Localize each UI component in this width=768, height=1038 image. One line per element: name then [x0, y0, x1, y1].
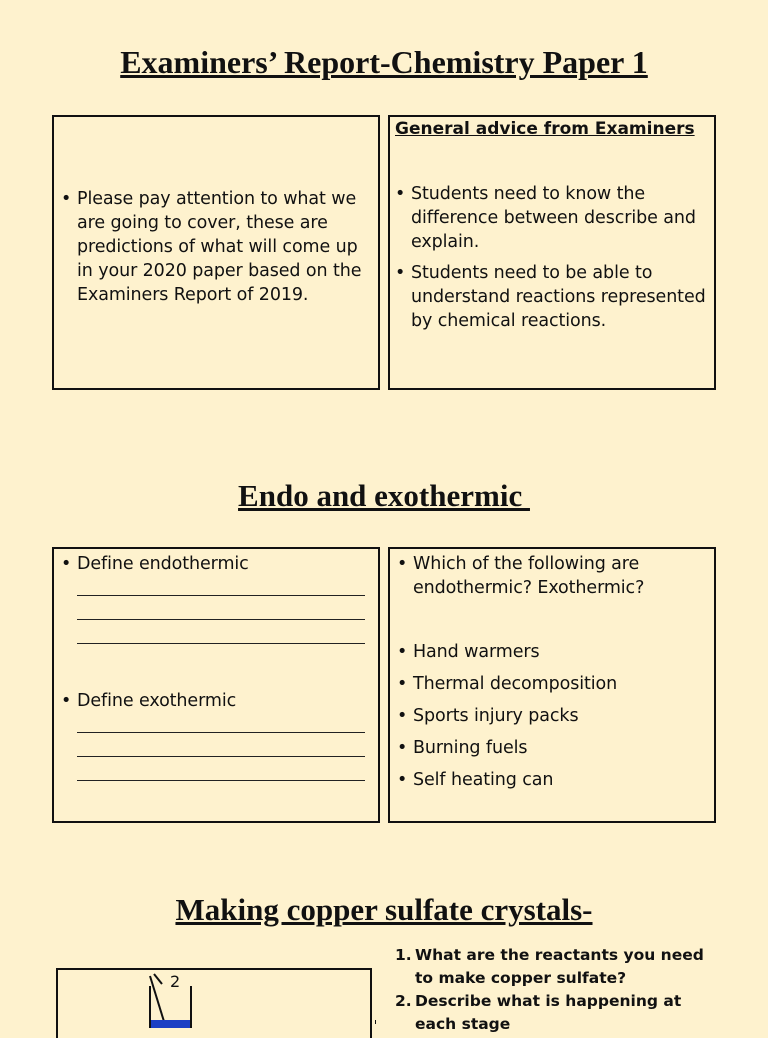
- copper-sulfate-questions: [395, 944, 725, 1036]
- list-item: • Burning fuels: [393, 736, 711, 760]
- answer-line[interactable]: [77, 712, 365, 733]
- endothermic-answer-lines: [57, 575, 365, 644]
- apparatus-diagram-box: [56, 968, 372, 1038]
- intro-left-box: [52, 115, 380, 390]
- intro-left-list: [57, 187, 375, 307]
- define-list: [57, 552, 375, 576]
- define-endothermic-prompt: • Define endothermic: [57, 552, 375, 576]
- list-item: • Please pay attention to what we are going to cover, these are predictions of what will come up in your 2020 paper based on the Examiners Report of 2019.: [57, 187, 375, 307]
- intro-right-list: [391, 182, 711, 333]
- answer-line[interactable]: [77, 599, 365, 620]
- stage-number-label: 2: [170, 972, 181, 991]
- beaker-diagram: [58, 970, 370, 1028]
- answer-line[interactable]: [77, 736, 365, 757]
- list-item: • Thermal decomposition: [393, 672, 711, 696]
- classify-box: [388, 547, 716, 823]
- define-box: [52, 547, 380, 823]
- general-advice-heading: General advice from Examiners: [395, 119, 695, 139]
- define-exothermic-prompt: • Define exothermic: [57, 689, 375, 713]
- answer-line[interactable]: [77, 623, 365, 644]
- divider-line: [375, 1020, 376, 1024]
- list-item: • Students need to know the difference between describe and explain.: [391, 182, 711, 254]
- reaction-list: [393, 640, 711, 792]
- answer-line[interactable]: [77, 575, 365, 596]
- section-heading-endo-exo: Endo and exothermic: [238, 478, 530, 513]
- define-list-2: [57, 689, 375, 713]
- classify-question-list: [393, 552, 711, 600]
- classify-question: • Which of the following are endothermic? Exothermic?: [393, 552, 711, 600]
- list-item: • Self heating can: [393, 768, 711, 792]
- list-item: • Students need to be able to understand reactions represented by chemical reactions.: [391, 261, 711, 333]
- page-title: Examiners’ Report-Chemistry Paper 1: [120, 44, 648, 80]
- section-heading-copper-sulfate: Making copper sulfate crystals-: [175, 892, 593, 927]
- list-item: • Sports injury packs: [393, 704, 711, 728]
- list-item: 1. What are the reactants you need to make copper sulfate?: [395, 946, 704, 987]
- list-item: 2. Describe what is happening at each stage: [395, 992, 682, 1033]
- list-item: • Hand warmers: [393, 640, 711, 664]
- exothermic-answer-lines: [57, 712, 365, 781]
- answer-line[interactable]: [77, 760, 365, 781]
